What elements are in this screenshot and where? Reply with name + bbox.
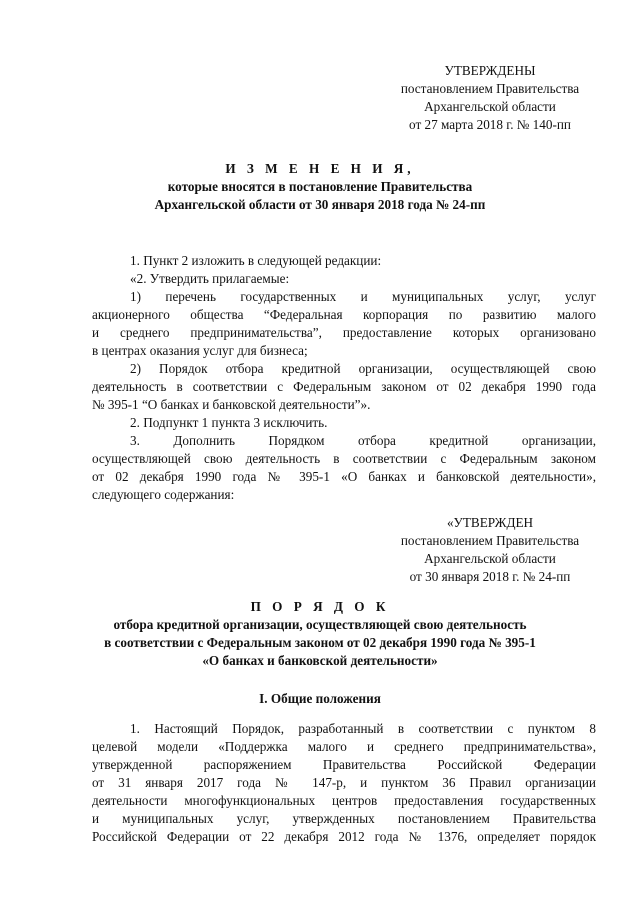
- paragraph-4-line: деятельность в соответствии с Федеральным законом от 02 декабря 1990 года: [92, 379, 596, 394]
- order-paragraph-line: Российской Федерации от 22 декабря 2012 года № 1376, определяет порядок: [92, 829, 596, 844]
- paragraph-4-line: № 395-1 “О банках и банковской деятельности”».: [92, 397, 371, 412]
- paragraph-3-line: и среднего предпринимательства”, предоставление которых организовано: [92, 325, 596, 340]
- paragraph-1: 1. Пункт 2 изложить в следующей редакции:: [130, 253, 382, 268]
- order-paragraph-line: деятельности многофункциональных центров предоставления государственных: [92, 793, 596, 808]
- stamp-line: Архангельской области: [424, 551, 556, 566]
- stamp-line: постановлением Правительства: [400, 533, 580, 548]
- order-paragraph-line: от 31 января 2017 года № 147-р, и пунктом 36 Правил организации: [92, 775, 596, 790]
- order-paragraph-line: целевой модели «Поддержка малого и среднего предпринимательства»,: [92, 739, 596, 754]
- section-heading: I. Общие положения: [259, 691, 381, 706]
- paragraph-6-line: следующего содержания:: [92, 487, 235, 502]
- order-subtitle-line: отбора кредитной организации, осуществляющей свою деятельность: [113, 617, 527, 632]
- paragraph-4-line: 2) Порядок отбора кредитной организации, осуществляющей свою: [130, 361, 596, 376]
- order-heading: П О Р Я Д О К: [250, 599, 390, 614]
- paragraph-3-line: 1) перечень государственных и муниципальных услуг, услуг: [130, 289, 596, 304]
- order-paragraph-line: 1. Настоящий Порядок, разработанный в соответствии с пунктом 8: [130, 721, 596, 736]
- paragraph-5: 2. Подпункт 1 пункта 3 исключить.: [130, 415, 328, 430]
- paragraph-3-line: в центрах оказания услуг для бизнеса;: [92, 343, 308, 358]
- paragraph-3-line: акционерного общества “Федеральная корпорация по развитию малого: [92, 307, 596, 322]
- stamp-line: Архангельской области: [424, 99, 556, 114]
- stamp-line: от 30 января 2018 г. № 24-пп: [409, 569, 571, 584]
- order-paragraph-line: утвержденной распоряжением Правительства Российской Федерации: [92, 757, 596, 772]
- paragraph-6-line: осуществляющей свою деятельность в соответствии с Федеральным законом: [92, 451, 596, 466]
- stamp-line: УТВЕРЖДЕНЫ: [444, 63, 536, 78]
- paragraph-2: «2. Утвердить прилагаемые:: [130, 271, 290, 286]
- paragraph-6-line: от 02 декабря 1990 года № 395-1 «О банках и банковской деятельности»,: [92, 469, 596, 484]
- changes-subtitle-line: Архангельской области от 30 января 2018 года № 24-пп: [154, 197, 486, 212]
- order-subtitle-line: «О банках и банковской деятельности»: [202, 653, 438, 668]
- paragraph-6-line: 3. Дополнить Порядком отбора кредитной организации,: [130, 433, 596, 448]
- stamp-line: постановлением Правительства: [400, 81, 580, 96]
- stamp-line: «УТВЕРЖДЕН: [446, 515, 534, 530]
- order-subtitle-line: в соответствии с Федеральным законом от 02 декабря 1990 года № 395-1: [104, 635, 536, 650]
- stamp-line: от 27 марта 2018 г. № 140-пп: [409, 117, 571, 132]
- order-paragraph-line: и муниципальных услуг, утвержденных постановлением Правительства: [92, 811, 596, 826]
- changes-subtitle-line: которые вносятся в постановление Правительства: [167, 179, 473, 194]
- changes-heading: И З М Е Н Е Н И Я,: [225, 161, 415, 176]
